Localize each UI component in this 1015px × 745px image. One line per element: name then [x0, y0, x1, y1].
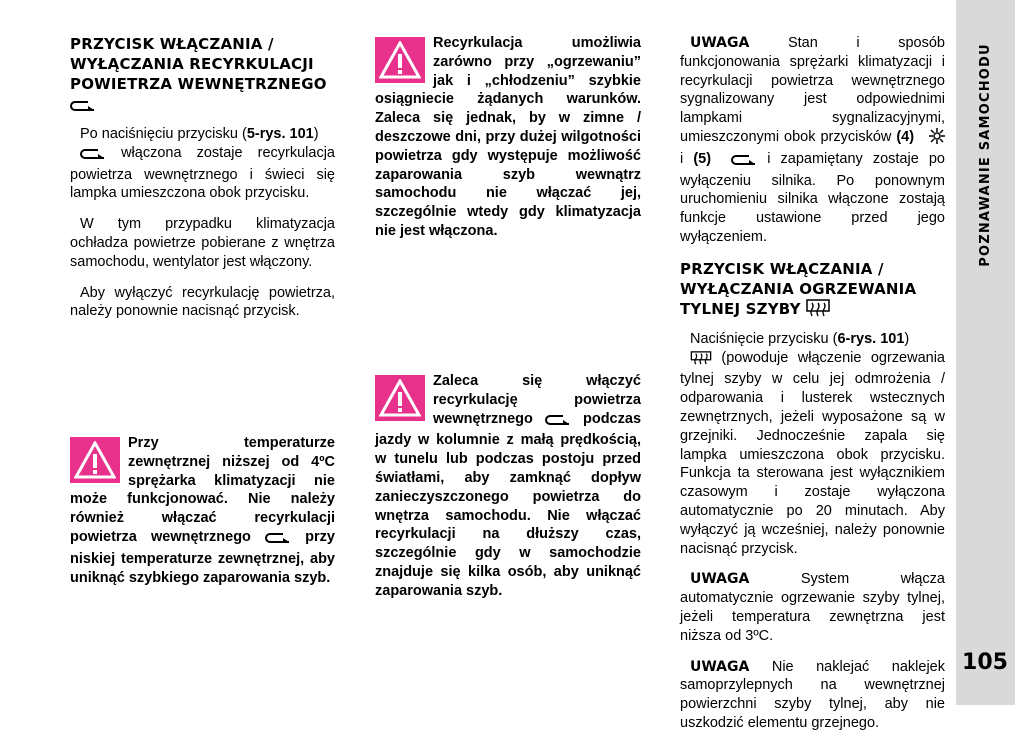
warning-box-traffic — [375, 372, 641, 601]
section-heading-recirculation — [70, 34, 335, 117]
column-right — [680, 30, 945, 745]
warning-text: Zaleca się włączyć recyrkulację powietrza wewnętrznego — [433, 373, 641, 427]
chapter-title: POZNAWANIE SAMOCHODU — [977, 43, 993, 267]
text: i — [680, 150, 694, 167]
reference: (5) — [693, 150, 712, 167]
recirculation-icon — [70, 147, 106, 166]
section-heading-rear-defrost — [680, 259, 945, 322]
note-label: UWAGA — [690, 658, 750, 675]
text: Nie naklejać naklejek samoprzylepnych na wewnętrznej powierzchni szyby tylnej, aby nie uszkodzić elementu grzejnego. — [680, 658, 945, 731]
warning-triangle-icon — [70, 437, 120, 483]
heading-text: PRZYCISK WŁĄCZANIA / WYŁĄCZANIA OGRZEWANIA TYLNEJ SZYBY — [680, 259, 917, 318]
warning-box-temperature — [70, 434, 335, 587]
reference: (4) — [896, 128, 915, 145]
warning-triangle-icon — [375, 375, 425, 421]
note-status — [680, 34, 945, 247]
text: (powoduje włączenie ogrzewania tylnej szyby w celu jej odmrożenia / odparowania i lusterek wstecznych zewnętrznych, jeżeli wyposażone są w grzejniki. Jednocześnie zapala się lampka umieszczona obok przycisku. Funkcja ta sterowana jest wyłącznikiem czasowym i zostaje wyłączona automatycznie po 20 minutach. Aby wyłączyć ją wcześniej, należy ponownie nacisnąć przycisk. — [680, 349, 945, 557]
text: włączona zostaje recyrkulacja powietrza wewnętrznego i świeci się lampka umieszczona obok przycisku. — [70, 144, 335, 202]
text: i zapamiętany zostaje po wyłączeniu silnika. Po ponownym uruchomieniu silnika włączone zostają funkcje ustawione przed jego wyłączeniem. — [680, 150, 946, 245]
warning-text: Recyrkulacja umożliwia zarówno przy „ogrzewaniu” jak i „chłodzeniu” szybkie osiągniecie żądanych warunków. Zaleca się jednak, by w zimne / deszczowe dni, przy dużej wilgotności powietrza gdy występuje możliwość zaparowania szyb wewnątrz samochodu nie włączać jej, szczególnie wtedy gdy klimatyzacja nie jest włączona. — [375, 35, 641, 239]
text: Naciśnięcie przycisku ( — [690, 330, 838, 347]
heading-text: PRZYCISK WŁĄCZANIA / WYŁĄCZANIA RECYRKULACJI POWIETRZA WEWNĘTRZNEGO — [70, 35, 327, 93]
recirculation-icon — [545, 413, 571, 432]
paragraph-recirculation-on — [70, 125, 335, 203]
recirculation-icon — [70, 97, 96, 117]
paragraph-rear-defrost — [680, 330, 945, 559]
warning-triangle-icon — [375, 37, 425, 83]
rear-defrost-icon — [806, 299, 830, 322]
warning-text: podczas jazdy w kolumnie z małą prędkością, w tunelu lub podczas postoju przed światłami, aby zamknąć dopływ zanieczyszczonego powietrza do wnętrza samochodu. Nie włączać recyrkulacji na dłuższy czas, szczególnie gdy w samochodzie znajduje się kilka osób, aby uniknąć zaparowania szyb. — [375, 410, 642, 599]
recirculation-icon — [265, 531, 291, 550]
warning-text: Przy temperaturze zewnętrznej niższej od 4ºC sprężarka klimatyzacji nie może funkcjonować. Nie należy również włączać recyrkulacji powietrza wewnętrznego — [70, 435, 335, 545]
text: Stan i sposób funkcjonowania sprężarki klimatyzacji i recyrkulacji powietrza wewnętrznego sygnalizowany jest odpowiednimi lampkami sygnalizacyjnymi, umieszczonymi obok przycisków — [680, 35, 945, 145]
rear-defrost-icon — [680, 351, 712, 371]
compressor-icon — [919, 128, 945, 150]
text: ) — [904, 330, 910, 347]
paragraph-climate: W tym przypadku klimatyzacja ochładza powietrze pobierane z wnętrza samochodu, wentylator jest włączony. — [70, 216, 335, 270]
column-middle — [375, 30, 642, 599]
page-number: 105 — [962, 650, 1008, 675]
column-left — [70, 30, 335, 586]
recirculation-icon — [721, 153, 757, 172]
figure-reference: 5-rys. 101 — [246, 126, 314, 142]
figure-reference: 6-rys. 101 — [837, 330, 905, 347]
warning-text: przy niskiej temperaturze zewnętrznej, aby uniknąć szybkiego zaparowania szyb. — [70, 528, 335, 586]
note-label: UWAGA — [690, 571, 750, 588]
note-auto-heating — [680, 570, 945, 645]
text: System włącza automatycznie ogrzewanie szyby tylnej, jeżeli temperatura zewnętrzna jest niższa od 3ºC. — [680, 571, 945, 644]
text: Po naciśnięciu przycisku ( — [80, 126, 247, 142]
text: ) — [313, 126, 319, 142]
note-label: UWAGA — [690, 35, 750, 51]
warning-box-recirculation — [375, 34, 641, 241]
paragraph-off: Aby wyłączyć recyrkulację powietrza, należy ponownie nacisnąć przycisk. — [70, 284, 335, 320]
note-stickers — [680, 658, 945, 733]
